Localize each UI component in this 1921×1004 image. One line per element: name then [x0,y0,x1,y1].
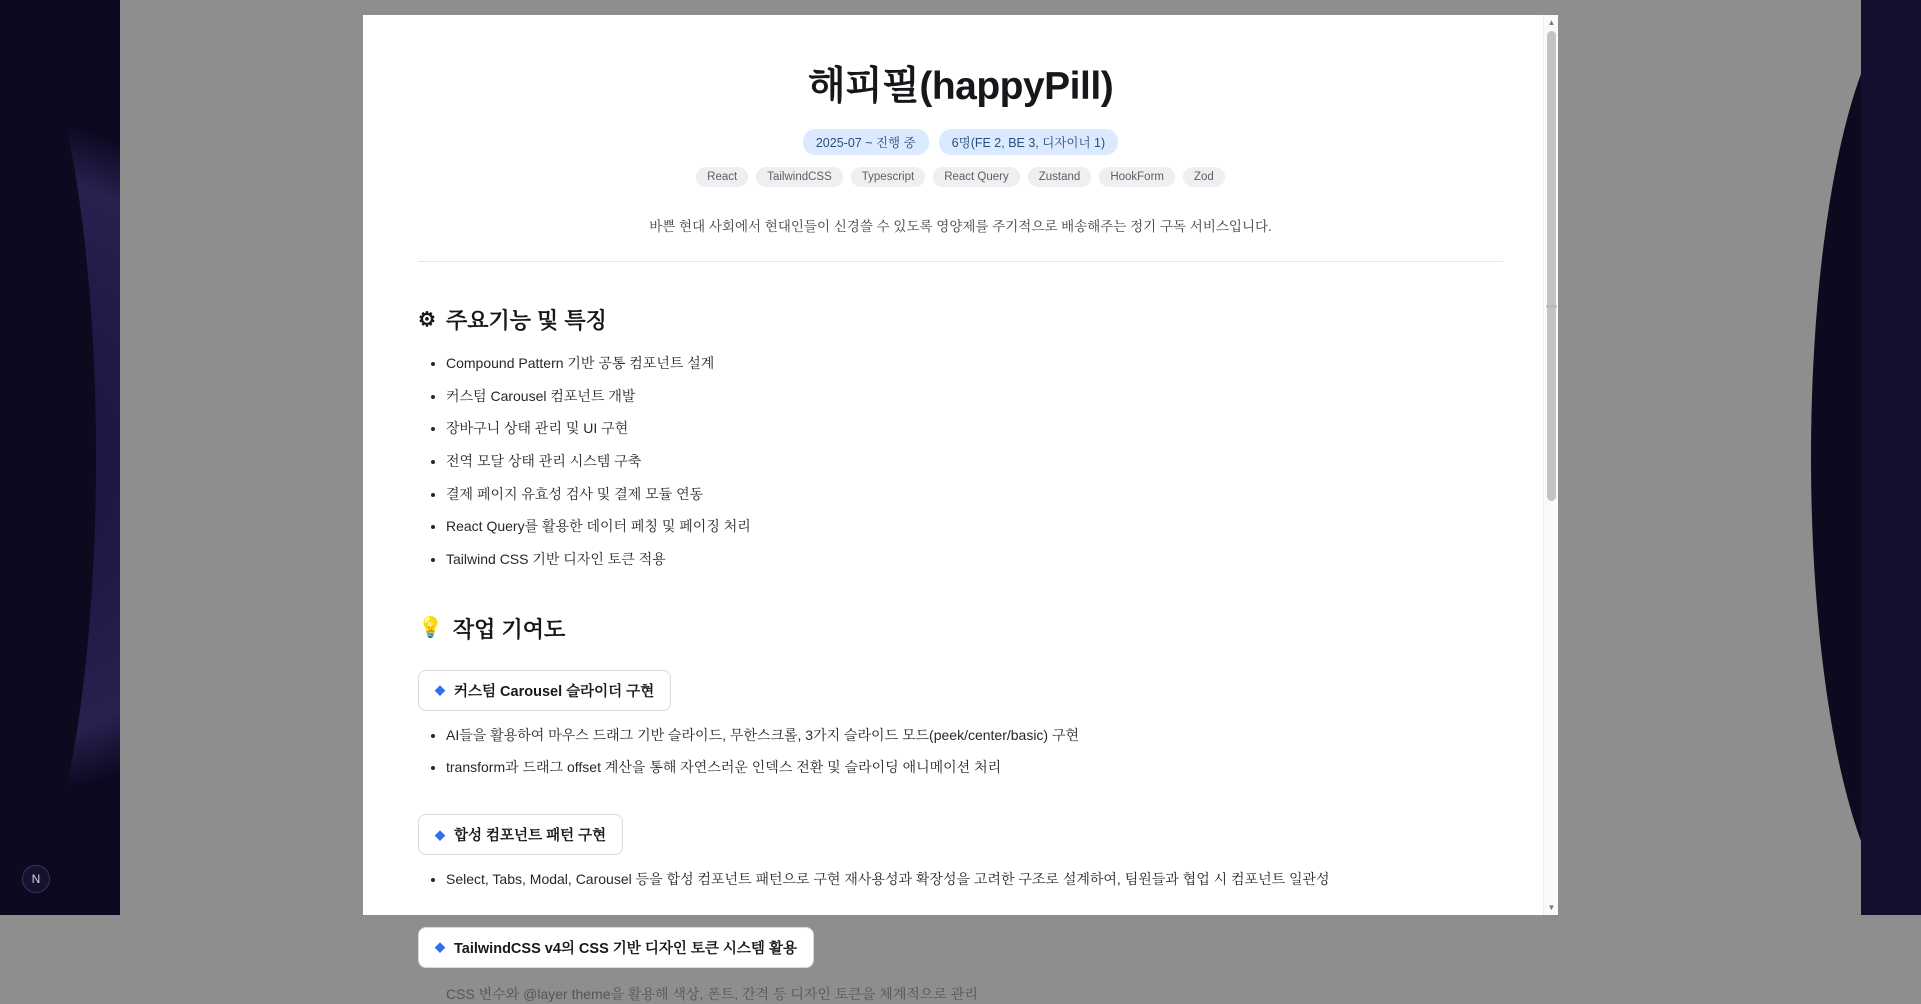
features-list [418,353,1503,571]
tech-tag: Zod [1183,167,1225,187]
tech-tag-row [418,167,1503,187]
tech-tag: TailwindCSS [756,167,843,187]
list-item: • 장바구니 상태 관리 및 UI 구현 [446,418,1503,440]
status-badge: 2025-07 ~ 진행 중 [803,129,929,155]
scrollbar-marker [1546,305,1557,308]
gear-icon: ⚙ [418,308,436,331]
contribution-chip-label: 합성 컴포넌트 패턴 구현 [454,828,607,845]
scroll-down-arrow-icon[interactable]: ▼ [1547,903,1556,912]
desktop-app-icon[interactable] [22,865,50,893]
contribution-group [418,901,1503,1002]
scroll-up-arrow-icon[interactable]: ▲ [1547,18,1556,27]
lightbulb-icon: 💡 [418,617,443,640]
truncated-list-item: CSS 변수와 @layer theme을 활용해 색상, 폰트, 간격 등 디자인 토큰을 체계적으로 관리 [446,985,978,1002]
section-heading-features [418,304,1503,335]
list-item: • transform과 드래그 offset 계산을 통해 자연스러운 인덱스 전환 및 슬라이딩 애니메이션 처리 [446,757,1503,779]
list-item: • Compound Pattern 기반 공통 컴포넌트 설계 [446,353,1503,375]
vertical-scrollbar[interactable] [1543,15,1558,915]
team-badge: 6명(FE 2, BE 3, 디자이너 1) [939,129,1118,155]
scrollbar-thumb[interactable] [1547,31,1556,501]
list-item: • 커스텀 Carousel 컴포넌트 개발 [446,386,1503,408]
contribution-group [418,644,1503,778]
list-item: • 전역 모달 상태 관리 시스템 구축 [446,451,1503,473]
contribution-chip [418,670,671,711]
section-title-contributions: 작업 기여도 [452,616,566,642]
list-item: • AI들을 활용하여 마우스 드래그 기반 슬라이드, 무한스크롤, 3가지 슬라이드 모드(peek/center/basic) 구현 [446,725,1503,747]
tech-tag: Zustand [1028,167,1092,187]
diamond-icon: ◆ [435,939,445,955]
header-divider [418,261,1503,262]
tech-tag: HookForm [1099,167,1175,187]
contribution-chip [418,927,814,968]
desktop-app-icon-label: N [31,872,41,886]
contribution-chip [418,814,623,855]
contribution-detail-list [418,869,1503,891]
contribution-detail-list [418,725,1503,778]
contribution-chip-label: TailwindCSS v4의 CSS 기반 디자인 토큰 시스템 활용 [454,940,797,957]
document-viewport [363,15,1558,1002]
section-heading-contributions [418,613,1503,644]
diamond-icon: ◆ [435,682,445,698]
tech-tag: Typescript [851,167,925,187]
page-title: 해피필(happyPill) [807,65,1114,108]
document-content [363,55,1558,1002]
contribution-chip-label: 커스텀 Carousel 슬라이더 구현 [454,683,655,700]
tech-tag: React Query [933,167,1020,187]
list-item: • Tailwind CSS 기반 디자인 토큰 적용 [446,549,1503,571]
contribution-group [418,788,1503,891]
list-item: • 결제 페이지 유효성 검사 및 결제 모듈 연동 [446,484,1503,506]
list-item: • React Query를 활용한 데이터 페칭 및 페이징 처리 [446,516,1503,538]
list-item: • Select, Tabs, Modal, Carousel 등을 합성 컴포넌트 패턴으로 구현 재사용성과 확장성을 고려한 구조로 설계하여, 팀원들과 협업 시 컴포넌트 일관성 [446,869,1503,891]
tech-tag: React [696,167,748,187]
meta-badge-row [418,129,1503,155]
section-title-features: 주요기능 및 특징 [445,308,607,333]
desktop-background-right-edge [1861,0,1921,915]
project-summary: 바쁜 현대 사회에서 현대인들이 신경쓸 수 있도록 영양제를 주기적으로 배송해주는 정기 구독 서비스입니다. [649,219,1272,234]
diamond-icon: ◆ [435,826,445,842]
